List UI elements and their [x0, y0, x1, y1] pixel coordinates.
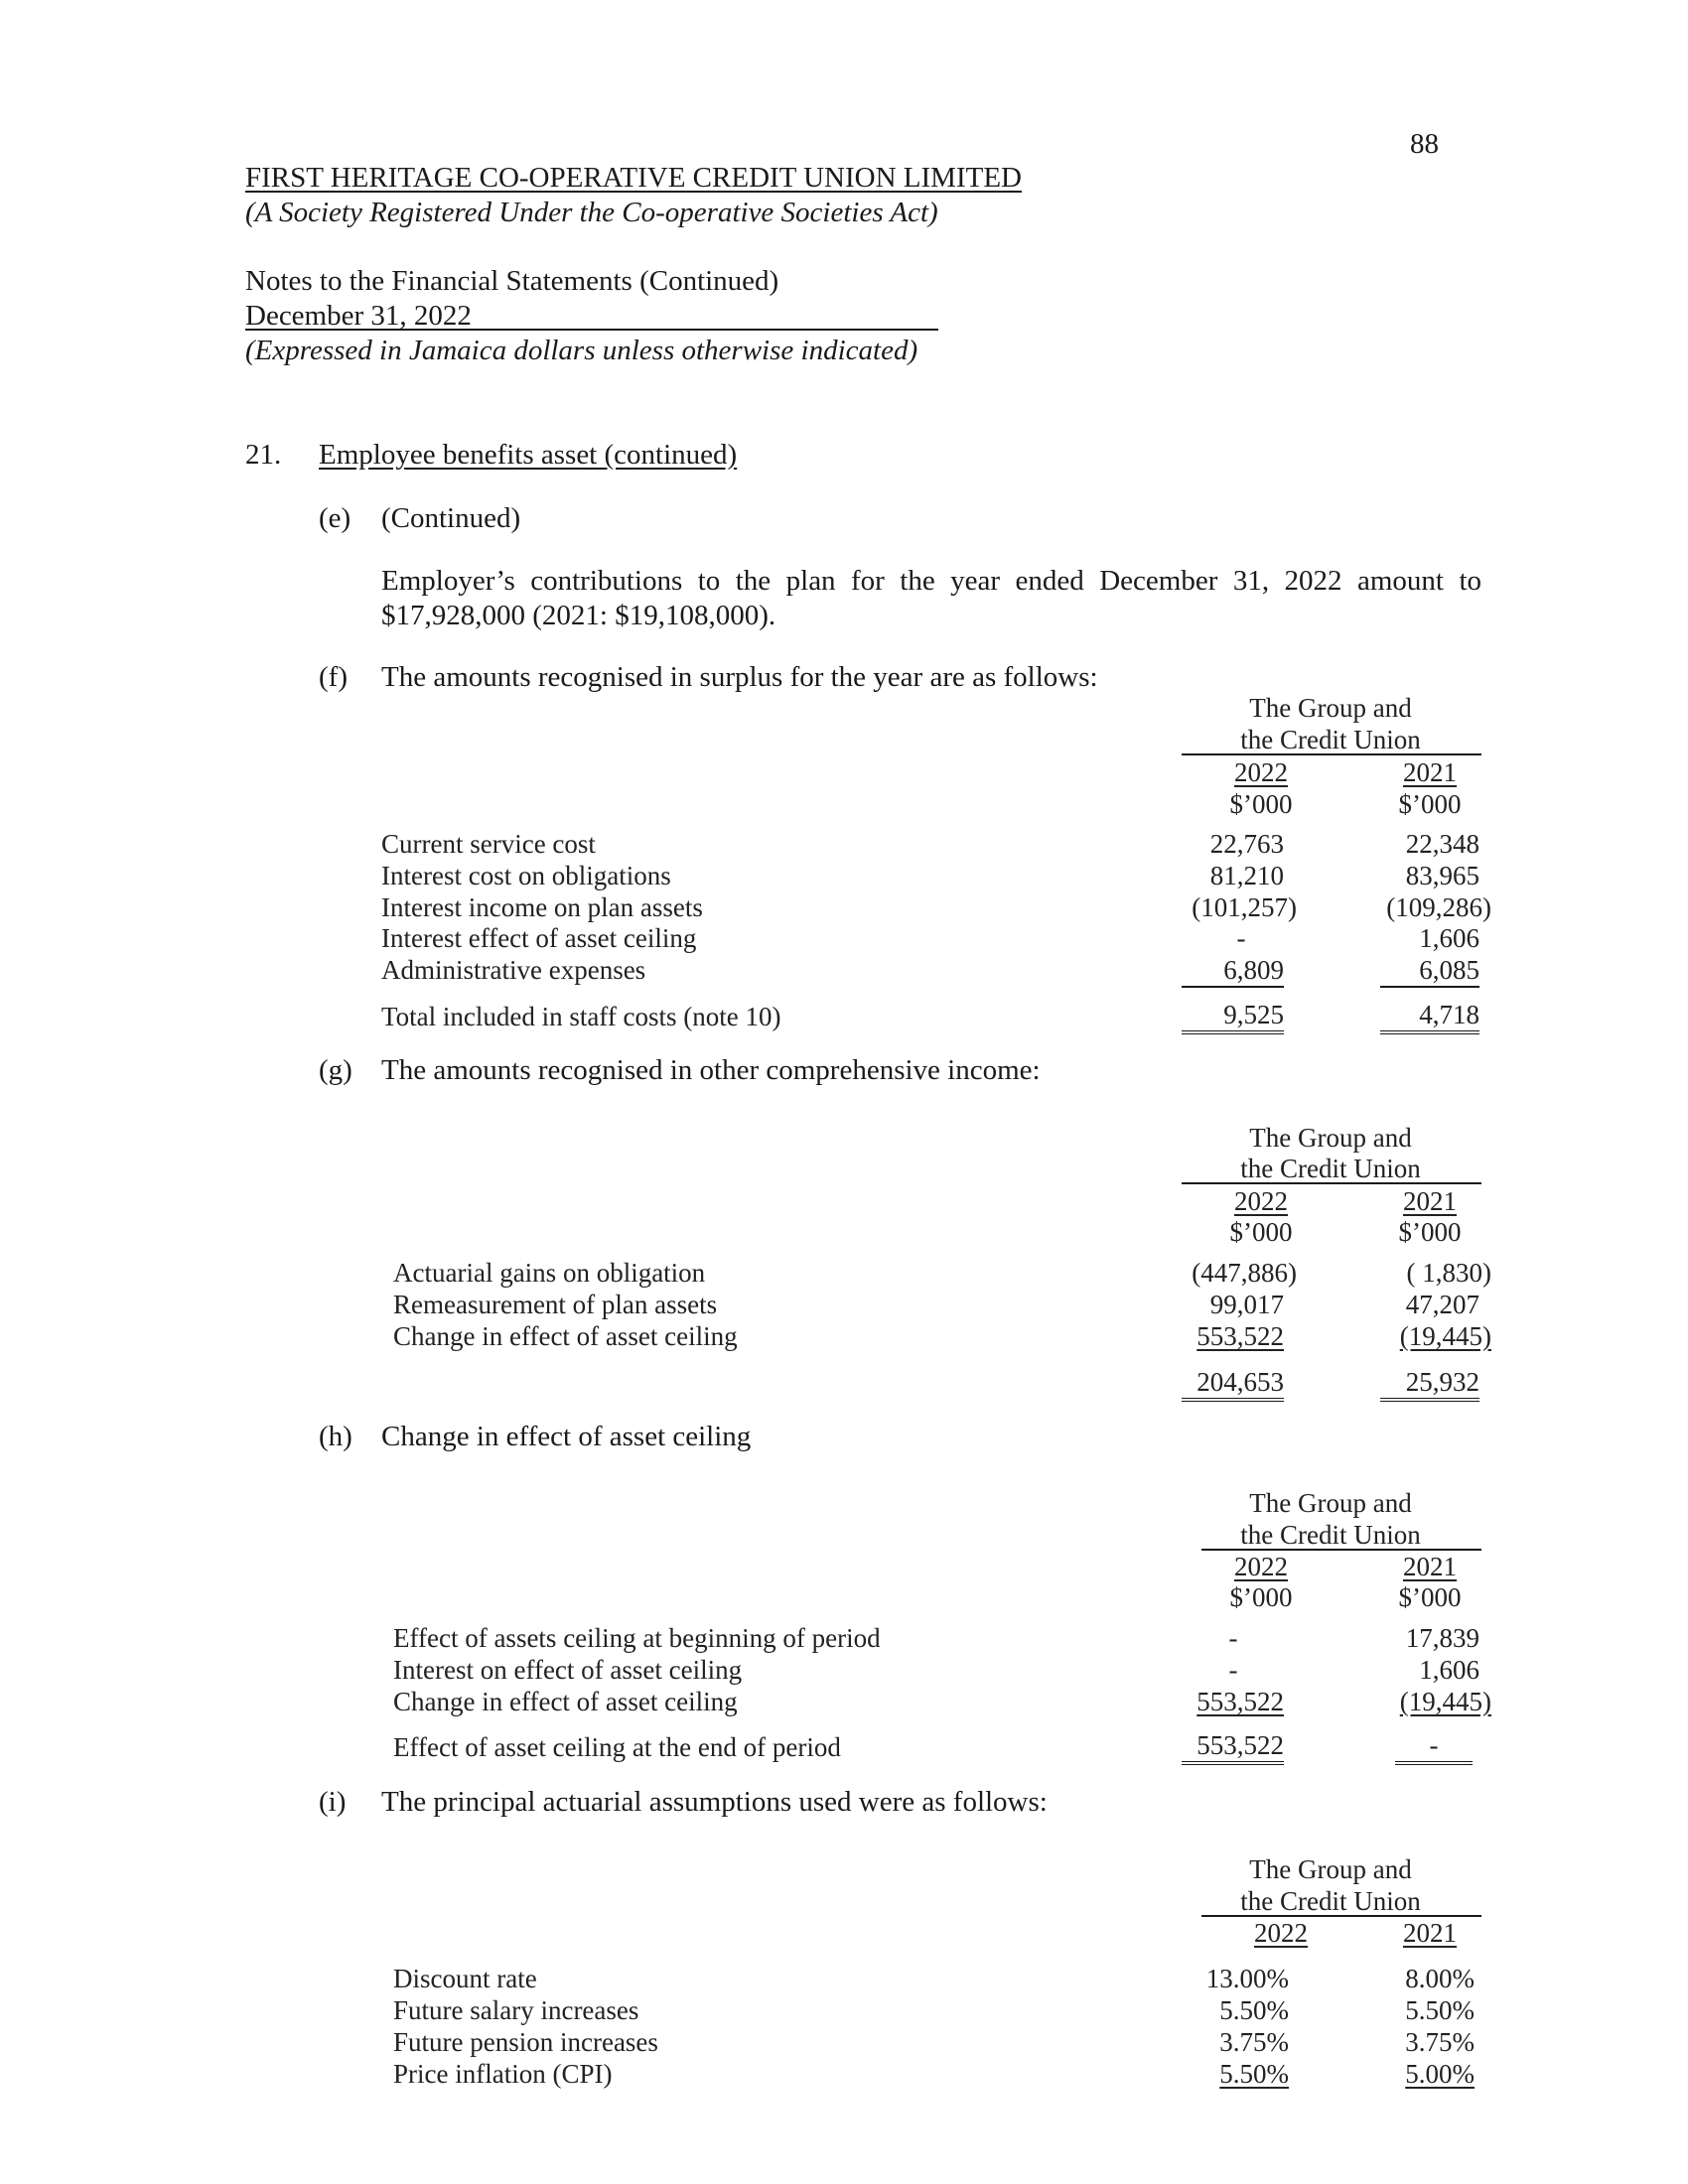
f-row-2021: 6,085 [1380, 954, 1479, 988]
f-group-line2: the Credit Union [1240, 725, 1421, 754]
f-year-2021: 2021 [1403, 757, 1457, 787]
h-row-label: Change in effect of asset ceiling [393, 1687, 738, 1716]
f-row-label: Administrative expenses [381, 955, 646, 985]
h-unit-2022: $’000 [1229, 1582, 1293, 1612]
f-row-label: Interest effect of asset ceiling [381, 923, 697, 953]
h-total-2021: - [1395, 1729, 1473, 1765]
h-row-2022: - [1228, 1655, 1238, 1685]
i-row-2021: 5.50% [1405, 1995, 1475, 2025]
g-total-2021: 25,932 [1380, 1366, 1479, 1402]
h-row-2021: 1,606 [1419, 1655, 1479, 1685]
section-number: 21. [245, 439, 282, 471]
h-row-2022: - [1228, 1623, 1238, 1653]
i-label: (i) [319, 1786, 347, 1818]
g-row-2022: 553,522 [1196, 1321, 1284, 1351]
e-text-line2: $17,928,000 (2021: $19,108,000). [381, 600, 776, 631]
f-year-2022: 2022 [1234, 757, 1288, 787]
h-row-2021: 17,839 [1405, 1623, 1479, 1653]
f-row-2022: (101,257) [1192, 892, 1297, 922]
i-year-2021: 2021 [1403, 1918, 1457, 1948]
f-row-2022: 22,763 [1209, 829, 1284, 859]
g-row-2022: 99,017 [1209, 1290, 1284, 1319]
f-unit-2022: $’000 [1229, 789, 1293, 819]
statement-date: December 31, 2022 [245, 300, 472, 332]
h-row-2022: 553,522 [1196, 1687, 1284, 1716]
i-title: The principal actuarial assumptions used were as follows: [381, 1786, 1048, 1818]
f-row-label: Interest income on plan assets [381, 892, 703, 922]
f-group-rule [1182, 753, 1481, 755]
page-number: 88 [1410, 128, 1439, 160]
h-row-label: Interest on effect of asset ceiling [393, 1655, 743, 1685]
e-text-line1: Employer’s contributions to the plan for the year ended December 31, 2022 amount to [381, 565, 1481, 597]
g-row-label: Actuarial gains on obligation [393, 1258, 706, 1288]
f-unit-2021: $’000 [1398, 789, 1462, 819]
i-row-2022: 3.75% [1219, 2027, 1289, 2057]
h-total-2022: 553,522 [1182, 1729, 1284, 1765]
notes-title: Notes to the Financial Statements (Continued) [245, 265, 779, 297]
i-row-2021: 5.00% [1405, 2059, 1475, 2089]
h-year-2022: 2022 [1234, 1552, 1288, 1581]
h-title: Change in effect of asset ceiling [381, 1421, 752, 1452]
g-row-2022: (447,886) [1192, 1258, 1297, 1288]
e-label: (e) [319, 502, 352, 534]
i-row-2022: 13.00% [1205, 1964, 1289, 1993]
h-group-line1: The Group and [1249, 1488, 1412, 1518]
h-unit-2021: $’000 [1398, 1582, 1462, 1612]
f-row-2022: - [1236, 923, 1246, 953]
i-row-label: Future salary increases [393, 1995, 639, 2025]
i-row-2021: 8.00% [1405, 1964, 1475, 1993]
g-total-2022: 204,653 [1182, 1366, 1284, 1402]
f-row-2021: 1,606 [1419, 923, 1479, 953]
g-row-label: Remeasurement of plan assets [393, 1290, 718, 1319]
g-unit-2021: $’000 [1398, 1217, 1462, 1247]
g-row-label: Change in effect of asset ceiling [393, 1321, 738, 1351]
f-row-2022: 6,809 [1182, 954, 1284, 988]
g-group-rule [1182, 1182, 1481, 1184]
g-row-2021: ( 1,830) [1406, 1258, 1491, 1288]
f-row-2021: 83,965 [1405, 861, 1479, 890]
org-subtitle: (A Society Registered Under the Co-operative Societies Act) [245, 197, 938, 228]
h-row-2021: (19,445) [1399, 1687, 1491, 1716]
f-total-2022: 9,525 [1182, 999, 1284, 1034]
currency-note: (Expressed in Jamaica dollars unless otherwise indicated) [245, 335, 918, 366]
g-row-2021: (19,445) [1399, 1321, 1491, 1351]
f-row-2021: 22,348 [1405, 829, 1479, 859]
f-title: The amounts recognised in surplus for the year are as follows: [381, 661, 1098, 693]
f-label: (f) [319, 661, 348, 693]
e-title: (Continued) [381, 502, 521, 534]
i-row-label: Price inflation (CPI) [393, 2059, 613, 2089]
f-total-2021: 4,718 [1380, 999, 1479, 1034]
f-row-2021: (109,286) [1386, 892, 1491, 922]
g-unit-2022: $’000 [1229, 1217, 1293, 1247]
g-group-line1: The Group and [1249, 1123, 1412, 1153]
section-title: Employee benefits asset (continued) [319, 439, 738, 471]
g-title: The amounts recognised in other comprehensive income: [381, 1054, 1041, 1086]
h-year-2021: 2021 [1403, 1552, 1457, 1581]
f-row-label: Current service cost [381, 829, 596, 859]
f-group-line1: The Group and [1249, 693, 1412, 723]
org-name: FIRST HERITAGE CO-OPERATIVE CREDIT UNION LIMITED [245, 162, 1022, 194]
date-underline [245, 329, 938, 331]
f-row-2022: 81,210 [1209, 861, 1284, 890]
g-year-2021: 2021 [1403, 1186, 1457, 1216]
i-row-label: Discount rate [393, 1964, 537, 1993]
h-group-line2: the Credit Union [1240, 1520, 1421, 1550]
f-row-label: Interest cost on obligations [381, 861, 671, 890]
i-year-2022: 2022 [1254, 1918, 1308, 1948]
h-total-label: Effect of asset ceiling at the end of period [393, 1732, 841, 1762]
f-total-label: Total included in staff costs (note 10) [381, 1002, 781, 1031]
h-label: (h) [319, 1421, 352, 1452]
g-label: (g) [319, 1054, 352, 1086]
h-row-label: Effect of assets ceiling at beginning of period [393, 1623, 881, 1653]
g-year-2022: 2022 [1234, 1186, 1288, 1216]
i-row-2021: 3.75% [1405, 2027, 1475, 2057]
i-group-line2: the Credit Union [1240, 1886, 1421, 1916]
i-group-line1: The Group and [1249, 1854, 1412, 1884]
i-row-2022: 5.50% [1219, 1995, 1289, 2025]
i-row-2022: 5.50% [1219, 2059, 1289, 2089]
g-group-line2: the Credit Union [1240, 1154, 1421, 1183]
g-row-2021: 47,207 [1405, 1290, 1479, 1319]
i-row-label: Future pension increases [393, 2027, 658, 2057]
